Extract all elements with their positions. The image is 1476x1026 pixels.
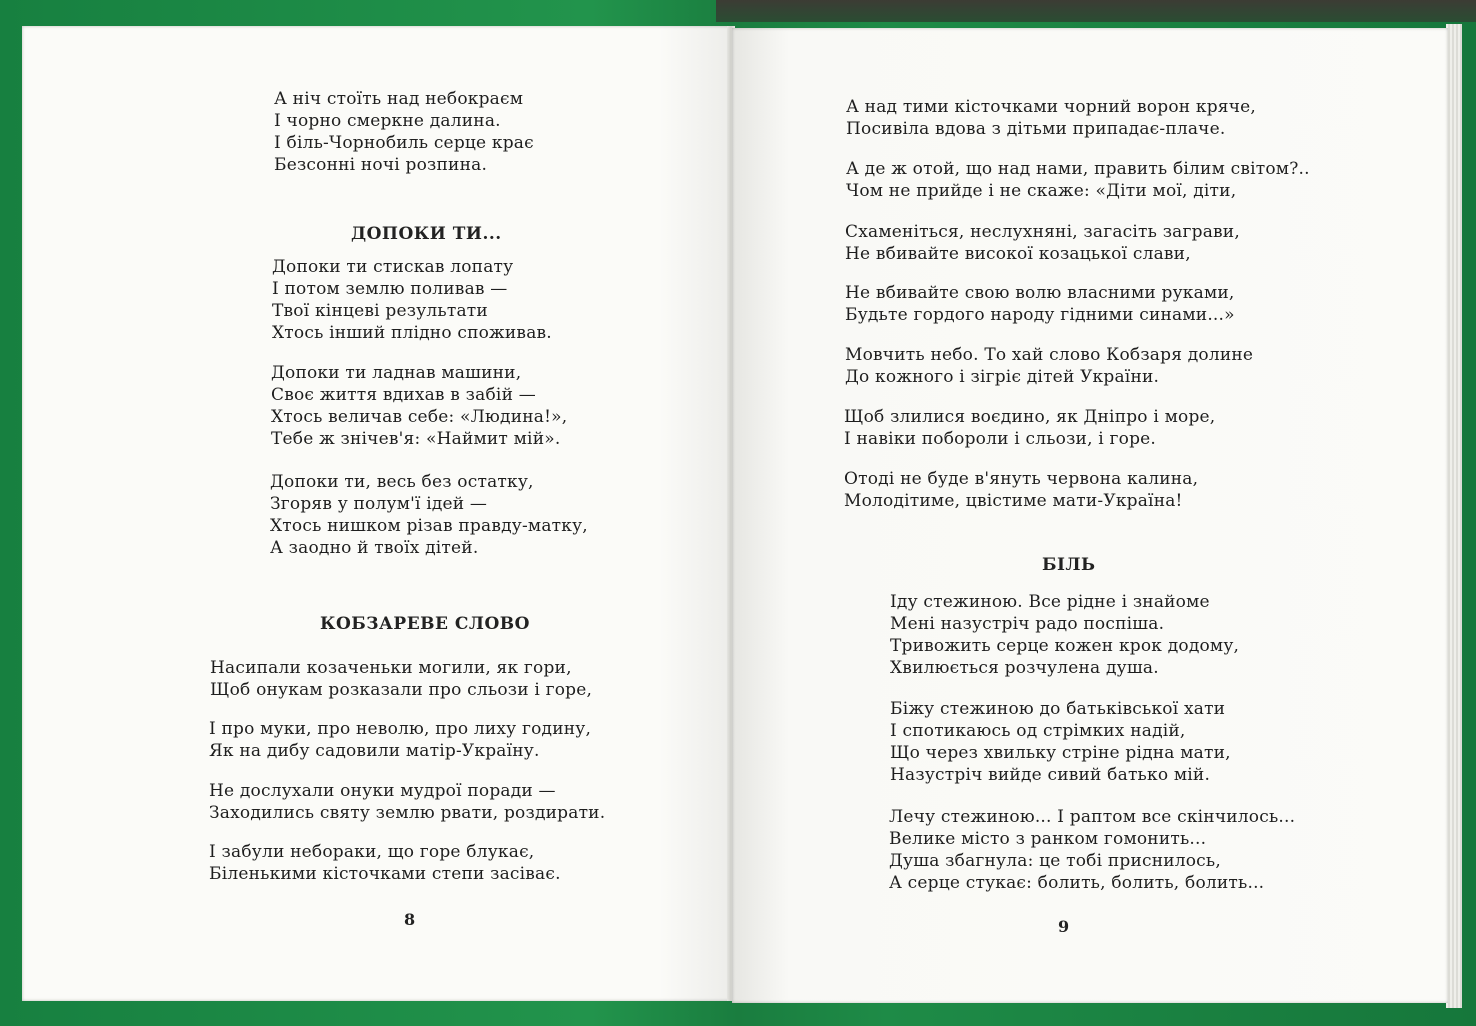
verse-line: І забули небораки, що горе блукає, [209,842,535,862]
stanza [889,806,1295,894]
verse-line: І чорно смеркне далина. [274,111,501,131]
page-number: 8 [404,910,416,929]
verse-line: Мовчить небо. То хай слово Кобзаря долине [845,345,1254,365]
verse-line: А ніч стоїть над небокраєм [274,89,524,109]
poem-title-dopoky: ДОПОКИ ТИ... [351,224,502,244]
page-edges [1446,24,1462,1008]
verse-line: Насипали козаченьки могили, як гори, [210,658,572,678]
verse-line: Посивіла вдова з дітьми припадає-плаче. [846,119,1226,139]
verse-line: Лечу стежиною... І раптом все скінчилось... [889,807,1296,827]
verse-line: Молодітиме, цвістиме мати-Україна! [844,491,1183,511]
verse-line: А серце стукає: болить, болить, болить... [889,873,1265,893]
verse-line: І спотикаюсь од стрімких надій, [890,721,1186,741]
left-page [22,26,730,1001]
verse-line: І навіки побороли і сльози, і горе. [844,429,1157,449]
verse-line: Допоки ти стискав лопату [272,257,514,277]
verse-line: А над тими кісточками чорний ворон кряче, [846,97,1257,117]
poem-title-kobzareve: КОБЗАРЕВЕ СЛОВО [320,614,530,634]
verse-line: Безсонні ночі розпина. [274,155,488,175]
verse-line: Як на дибу садовили матір-Україну. [209,741,540,761]
verse-line: Хвилюється розчулена душа. [890,658,1159,678]
stanza [845,344,1253,388]
verse-line: Своє життя вдихав в забій — [271,385,536,405]
stanza [845,221,1240,265]
cover-top-edge [716,0,1476,22]
verse-line: Біжу стежиною до батьківської хати [890,699,1226,719]
stanza [844,406,1215,450]
verse-line: Що через хвильку стріне рідна мати, [890,743,1231,763]
verse-line: Будьте гордого народу гідними синами...» [845,305,1235,325]
verse-line: Отоді не буде в'януть червона калина, [844,469,1199,489]
verse-line: Душа збагнула: це тобі приснилось, [889,851,1221,871]
stanza [844,468,1198,512]
verse-line: І потом землю поливав — [272,279,508,299]
verse-line: Іду стежиною. Все рідне і знайоме [890,592,1210,612]
right-page [732,28,1448,1003]
stanza [846,96,1256,140]
poem-title-bil: БІЛЬ [1042,555,1096,575]
verse-line: Допоки ти ладнав машини, [271,363,522,383]
verse-line: Заходились святу землю рвати, роздирати. [209,803,606,823]
stanza [271,362,567,450]
verse-line: А де ж отой, що над нами, править білим світом?.. [846,159,1310,179]
verse-line: Хтось величав себе: «Людина!», [271,407,568,427]
verse-line: Не вбивайте високої козацької слави, [845,244,1191,264]
stanza [209,841,561,885]
verse-line: Мені назустріч радо поспіша. [890,614,1165,634]
verse-line: Хтось інший плідно споживав. [272,323,552,343]
stanza [209,780,605,824]
verse-line: Схаменіться, неслухняні, загасіть заграви, [845,222,1240,242]
verse-line: Велике місто з ранком гомонить... [889,829,1207,849]
verse-line: Тривожить серце кожен крок додому, [890,636,1240,656]
verse-line: І про муки, про неволю, про лиху годину, [209,719,592,739]
verse-line: Не вбивайте свою волю власними руками, [845,283,1235,303]
stanza [890,591,1239,679]
verse-line: Щоб злилися воєдино, як Дніпро і море, [844,407,1216,427]
stanza [845,282,1235,326]
stanza [209,718,591,762]
verse-line: А заодно й твоїх дітей. [270,538,479,558]
verse-line: І біль-Чорнобиль серце крає [274,133,534,153]
verse-line: Біленькими кісточками степи засіває. [209,864,561,884]
verse-line: Твої кінцеві результати [272,301,488,321]
verse-line: Тебе ж знічев'я: «Наймит мій». [271,429,561,449]
stanza [890,698,1231,786]
stanza [270,471,588,559]
verse-line: Не дослухали онуки мудрої поради — [209,781,556,801]
verse-line: Назустріч вийде сивий батько мій. [890,765,1211,785]
verse-line: До кожного і зігріє дітей України. [845,367,1160,387]
verse-line: Хтось нишком різав правду-матку, [270,516,588,536]
verse-line: Щоб онукам розказали про сльози і горе, [210,680,593,700]
stanza [846,158,1310,202]
verse-line: Чом не прийде і не скаже: «Діти мої, діти, [846,181,1237,201]
intro-stanza [274,88,534,176]
stanza [272,256,552,344]
verse-line: Згоряв у полум'ї ідей — [270,494,488,514]
page-number: 9 [1058,917,1070,936]
verse-line: Допоки ти, весь без остатку, [270,472,534,492]
stanza [210,657,592,701]
